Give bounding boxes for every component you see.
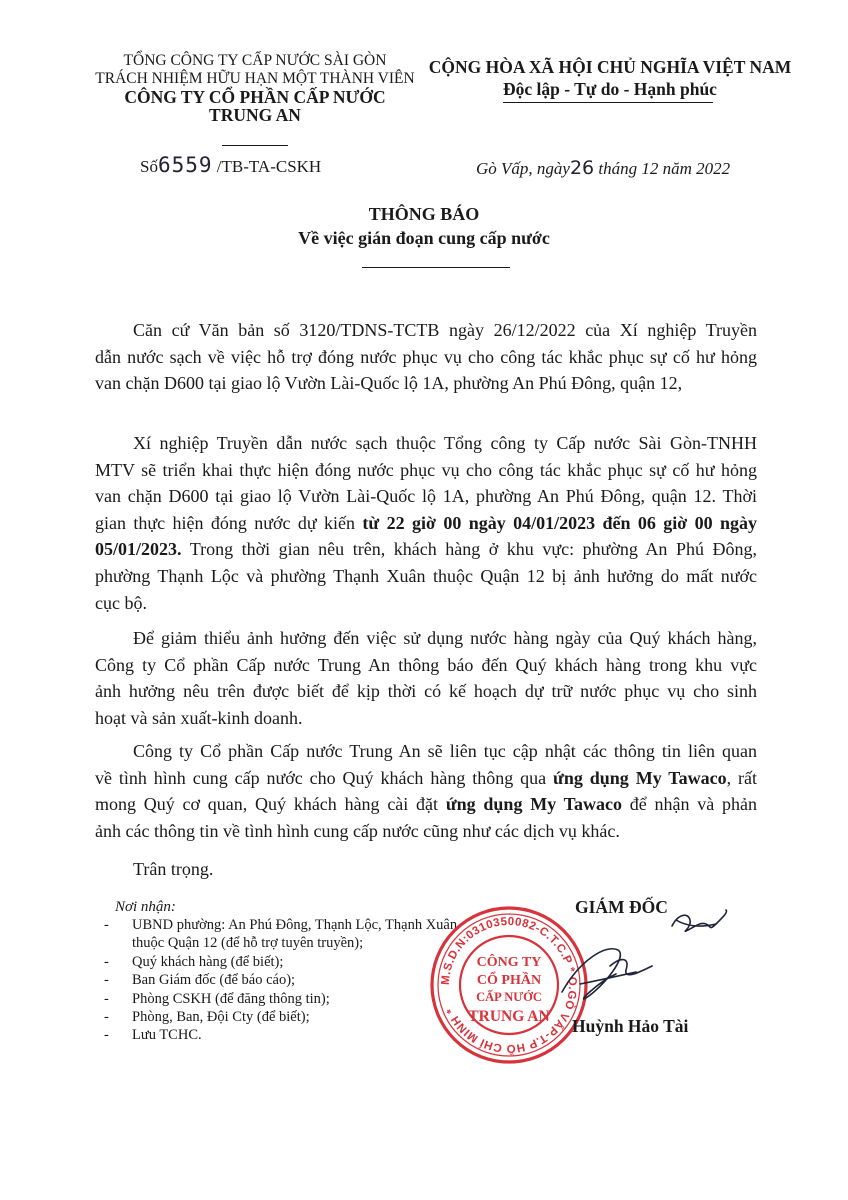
app-text: mong Quý cơ quan, Quý khách hàng cài đặt xyxy=(95,794,446,815)
paragraph-line: van chặn D600 tại giao lộ Vườn Lài-Quốc lộ 1A, phường An Phú Đông, quận 12. Thời xyxy=(95,486,757,507)
seal-line-3: CẤP NƯỚC xyxy=(476,990,542,1004)
place-date-prefix: Gò Vấp, ngày xyxy=(476,159,570,178)
seal-line-4: TRUNG AN xyxy=(468,1008,550,1025)
motto-underline xyxy=(503,102,713,103)
signer-name: Huỳnh Hảo Tài xyxy=(572,1016,689,1036)
country-name: CỘNG HÒA XÃ HỘI CHỦ NGHĨA VIỆT NAM xyxy=(428,57,792,77)
paragraph-advice xyxy=(95,625,757,731)
recipients-list xyxy=(104,916,457,1045)
recipients-title: Nơi nhận: xyxy=(115,899,176,915)
doc-number-prefix: Số xyxy=(140,157,158,176)
app-text: , rất xyxy=(726,767,758,788)
doc-number-handwritten: 6559 xyxy=(157,153,213,177)
paragraph-app-info xyxy=(95,738,757,844)
doc-number-suffix: /TB-TA-CSKH xyxy=(216,157,322,176)
list-item: - Ban Giám đốc (để báo cáo); xyxy=(104,972,296,989)
issuer-parent-line1: TỔNG CÔNG TY CẤP NƯỚC SÀI GÒN xyxy=(123,52,387,69)
paragraph-line: ảnh các thông tin về tình hình cung cấp nước cũng như các dịch vụ khác. xyxy=(95,820,620,841)
app-name-bold: ứng dụng My Tawaco xyxy=(445,794,622,815)
schedule-end-date-bold: 05/01/2023. xyxy=(95,539,182,560)
place-date-suffix: tháng 12 năm 2022 xyxy=(594,159,731,178)
motto: Độc lập - Tự do - Hạnh phúc xyxy=(503,79,717,99)
list-item: - Lưu TCHC. xyxy=(104,1027,202,1044)
paragraph-line xyxy=(95,791,757,818)
issuer-underline xyxy=(222,145,288,146)
handwritten-signature xyxy=(540,900,740,1030)
list-item: - UBND phường: An Phú Đông, Thạnh Lộc, Thạnh Xuân xyxy=(104,917,458,933)
title-underline xyxy=(362,267,510,268)
issuer-block xyxy=(88,52,422,124)
affected-area-text: Trong thời gian nêu trên, khách hàng ở khu vực: phường An Phú Đông, xyxy=(181,539,757,560)
paragraph-line: Công ty Cổ phần Cấp nước Trung An thông báo đến Quý khách hàng trong khu vực xyxy=(95,654,757,675)
paragraph-basis xyxy=(95,317,757,397)
seal-ring-text: M.S.D.N:0310350082-C.T.C.P * Q.GÒ VẤP-T.P HỒ CHÍ MINH * xyxy=(439,915,579,1055)
paragraph-line: cục bộ. xyxy=(95,592,147,613)
list-item: - Phòng, Ban, Đội Cty (để biết); xyxy=(104,1009,310,1026)
place-and-date xyxy=(476,157,730,179)
list-item: - Phòng CSKH (để đăng thông tin); xyxy=(104,990,330,1007)
national-motto-block xyxy=(420,56,800,100)
paragraph-line xyxy=(95,765,757,792)
document-title: THÔNG BÁO xyxy=(368,204,480,224)
closing-regards: Trân trọng. xyxy=(133,859,214,879)
issuer-company-line2: TRUNG AN xyxy=(209,105,301,125)
document-number xyxy=(140,153,321,177)
document-subtitle: Về việc gián đoạn cung cấp nước xyxy=(298,228,550,248)
app-text: để nhận và phản xyxy=(621,794,757,815)
paragraph-line xyxy=(95,510,757,537)
paragraph-line: dẫn nước sạch về việc hỗ trợ đóng nước phục vụ cho công tác khắc phục sự cố hư hỏng xyxy=(95,346,757,367)
app-text: về tình hình cung cấp nước cho Quý khách hàng thông qua xyxy=(95,767,554,788)
schedule-intro: gian thực hiện đóng nước dự kiến xyxy=(95,512,363,533)
issuer-company-line1: CÔNG TY CỔ PHẦN CẤP NƯỚC xyxy=(124,87,386,107)
paragraph-line: Công ty Cổ phần Cấp nước Trung An sẽ liên tục cập nhật các thông tin liên quan xyxy=(133,741,757,761)
app-name-bold: ứng dụng My Tawaco xyxy=(553,767,727,788)
signer-title: GIÁM ĐỐC xyxy=(575,897,668,917)
date-day-handwritten: 26 xyxy=(569,157,595,179)
paragraph-line: Xí nghiệp Truyền dẫn nước sạch thuộc Tổng công ty Cấp nước Sài Gòn-TNHH xyxy=(133,433,757,453)
paragraph-line: ảnh hưởng nêu trên được biết để kịp thời có kế hoạch dự trữ nước phục vụ cho sinh xyxy=(95,681,757,702)
paragraph-line xyxy=(95,536,757,563)
paragraph-announcement xyxy=(95,430,757,616)
paragraph-line: phường Thạnh Lộc và phường Thạnh Xuân thuộc Quận 12 bị ảnh hưởng do mất nước xyxy=(95,565,757,586)
paragraph-line: Để giảm thiểu ảnh hưởng đến việc sử dụng nước hàng ngày của Quý khách hàng, xyxy=(133,628,757,648)
list-item-continuation: thuộc Quận 12 (để hỗ trợ tuyên truyền); xyxy=(132,935,364,952)
issuer-parent-line2: TRÁCH NHIỆM HỮU HẠN MỘT THÀNH VIÊN xyxy=(95,70,415,87)
paragraph-line: Căn cứ Văn bản số 3120/TDNS-TCTB ngày 26/12/2022 của Xí nghiệp Truyền xyxy=(133,320,757,340)
paragraph-line: MTV sẽ triển khai thực hiện đóng nước phục vụ cho công tác khắc phục sự cố hư hỏng xyxy=(95,459,757,480)
paragraph-line: van chặn D600 tại giao lộ Vườn Lài-Quốc lộ 1A, phường An Phú Đông, quận 12, xyxy=(95,373,683,394)
list-item: - Quý khách hàng (để biết); xyxy=(104,953,284,970)
schedule-time-bold: từ 22 giờ 00 ngày 04/01/2023 đến 06 giờ 00 ngày xyxy=(362,512,758,533)
paragraph-line: hoạt và sản xuất-kinh doanh. xyxy=(95,707,303,728)
seal-line-2: CỔ PHẦN xyxy=(476,973,542,988)
seal-line-1: CÔNG TY xyxy=(476,955,542,970)
